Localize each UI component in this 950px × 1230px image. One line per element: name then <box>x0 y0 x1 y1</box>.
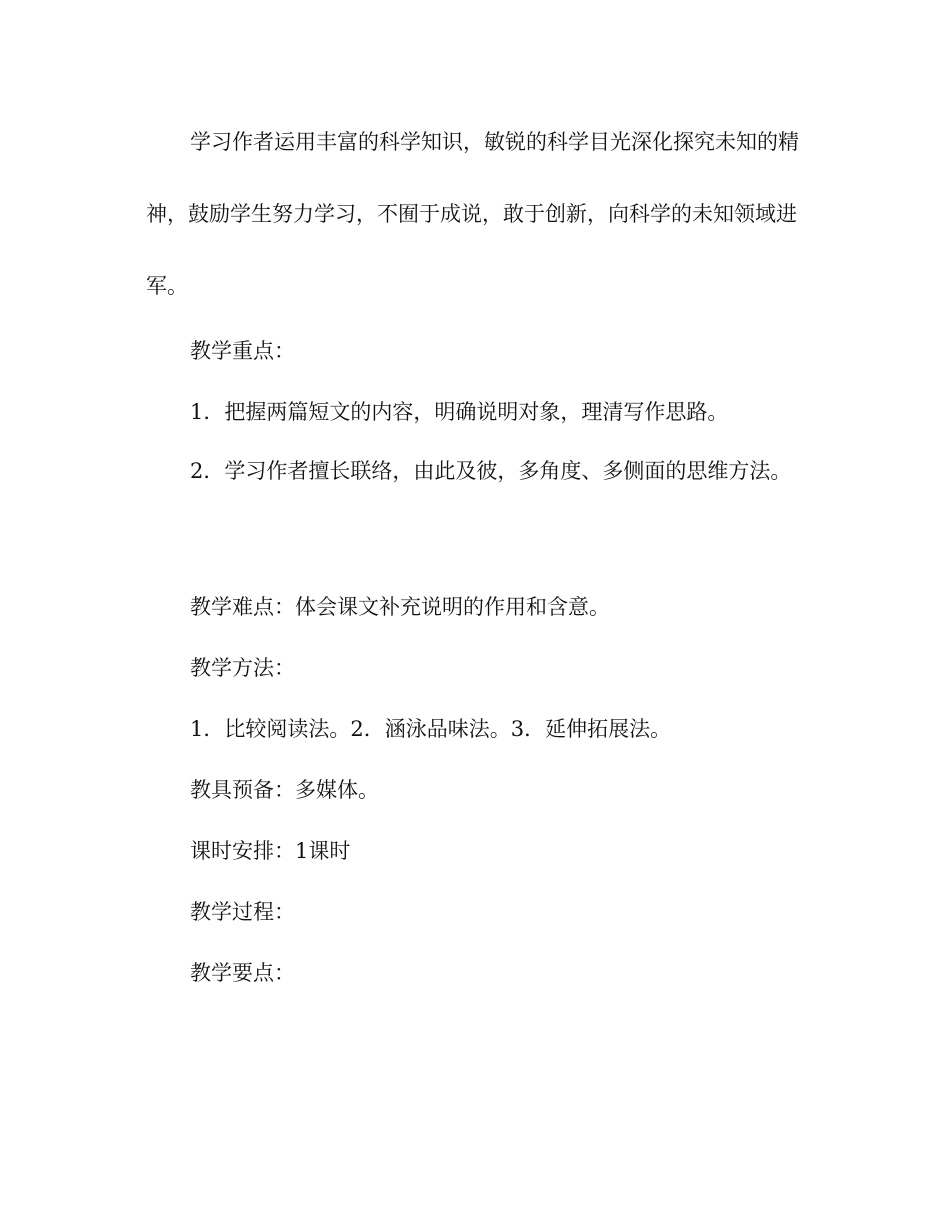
heading-teaching-key-points: 教学要点： <box>190 961 295 985</box>
focus-item-2: 2．学习作者擅长联络，由此及彼，多角度、多侧面的思维方法。 <box>190 459 792 483</box>
heading-teaching-focus: 教学重点： <box>190 339 295 363</box>
teaching-difficulty: 教学难点：体会课文补充说明的作用和含意。 <box>190 595 610 619</box>
class-schedule: 课时安排：1课时 <box>190 839 351 863</box>
teaching-methods-list: 1．比较阅读法。2．涵泳品味法。3．延伸拓展法。 <box>190 717 672 741</box>
heading-teaching-methods: 教学方法： <box>190 656 295 680</box>
heading-teaching-process: 教学过程： <box>190 900 295 924</box>
focus-item-1: 1．把握两篇短文的内容，明确说明对象，理清写作思路。 <box>190 400 729 424</box>
teaching-aids: 教具预备：多媒体。 <box>190 778 379 802</box>
paragraph-objective: 学习作者运用丰富的科学知识，敏锐的科学目光深化探究未知的精神，鼓励学生努力学习，不囿于成说，敢于创新，向科学的未知领域进军。 <box>146 130 799 298</box>
